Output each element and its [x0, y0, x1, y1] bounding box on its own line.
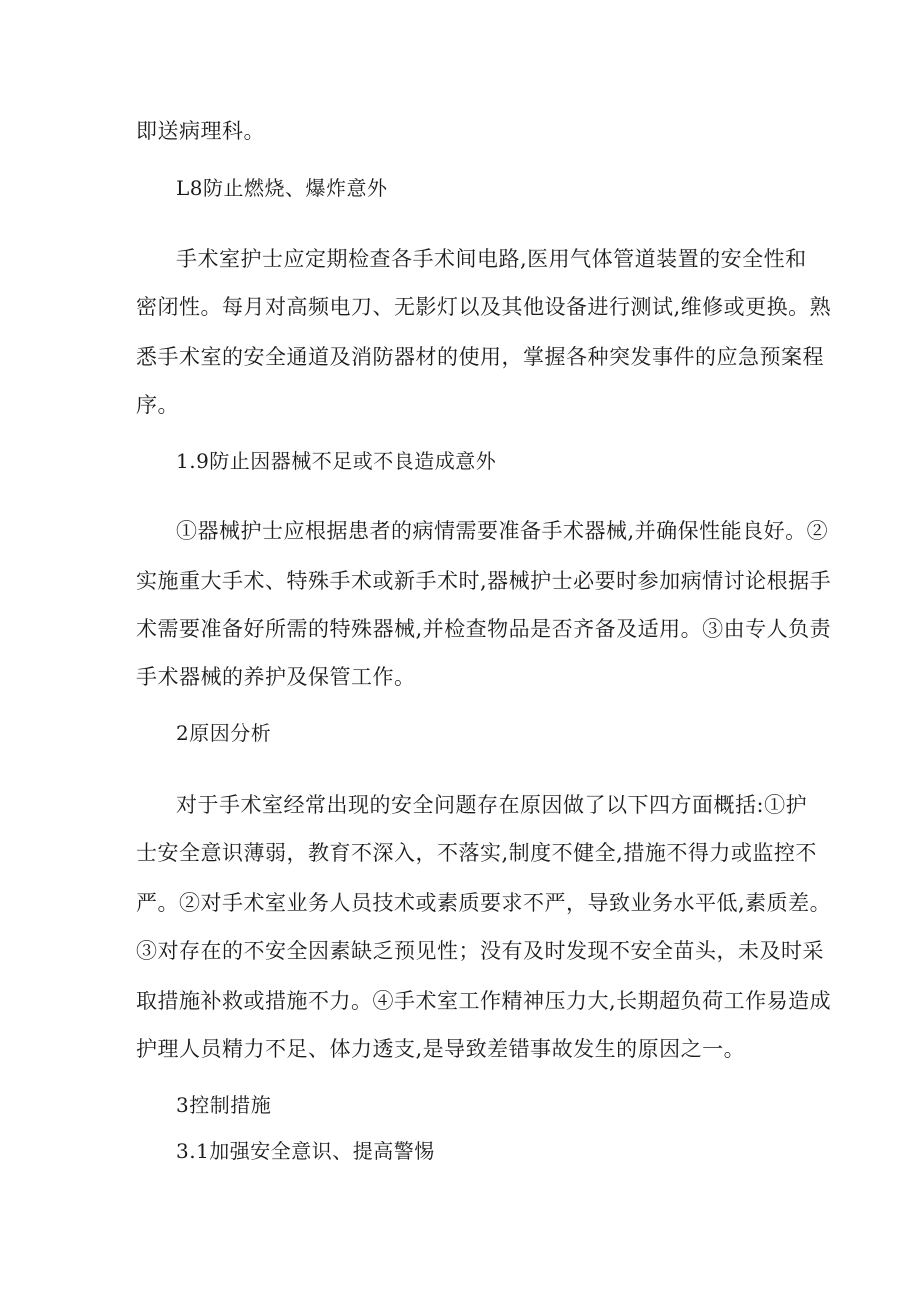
text-line: 实施重大手术、特殊手术或新手术时,器械护士必要时参加病情讨论根据手 — [136, 569, 832, 593]
text-line: 术需要准备好所需的特殊器械,并检查物品是否齐备及适用。③由专人负责 — [136, 617, 832, 641]
text-line: 悉手术室的安全通道及消防器材的使用，掌握各种突发事件的应急预案程 — [136, 345, 824, 369]
section-heading: L8防止燃烧、爆炸意外 — [176, 176, 388, 200]
text-line: 序。 — [136, 393, 179, 417]
text-line: 取措施补救或措施不力。④手术室工作精神压力大,长期超负荷工作易造成 — [136, 989, 832, 1013]
text-line: ①器械护士应根据患者的病情需要准备手术器械,并确保性能良好。② — [176, 519, 829, 543]
text-line: 手术器械的养护及保管工作。 — [136, 665, 416, 689]
text-line: 即送病理科。 — [136, 119, 265, 143]
text-line: 士安全意识薄弱，教育不深入，不落实,制度不健全,措施不得力或监控不 — [136, 841, 817, 865]
text-line: ③对存在的不安全因素缺乏预见性；没有及时发现不安全苗头，未及时采 — [136, 939, 824, 963]
text-line: 严。②对手术室业务人员技术或素质要求不严，导致业务水平低,素质差。 — [136, 891, 832, 915]
section-heading: 3.1加强安全意识、提高警惕 — [176, 1139, 435, 1163]
text-line: 护理人员精力不足、体力透支,是导致差错事故发生的原因之一。 — [136, 1037, 746, 1061]
text-line: 密闭性。每月对高频电刀、无影灯以及其他设备进行测试,维修或更换。熟 — [136, 295, 832, 319]
text-line: 手术室护士应定期检查各手术间电路,医用气体管道装置的安全性和 — [176, 247, 807, 271]
section-heading: 1.9防止因器械不足或不良造成意外 — [176, 449, 497, 473]
section-heading: 2原因分析 — [176, 721, 272, 745]
section-heading: 3控制措施 — [176, 1093, 272, 1117]
text-line: 对于手术室经常出现的安全问题存在原因做了以下四方面概括:①护 — [176, 793, 808, 817]
